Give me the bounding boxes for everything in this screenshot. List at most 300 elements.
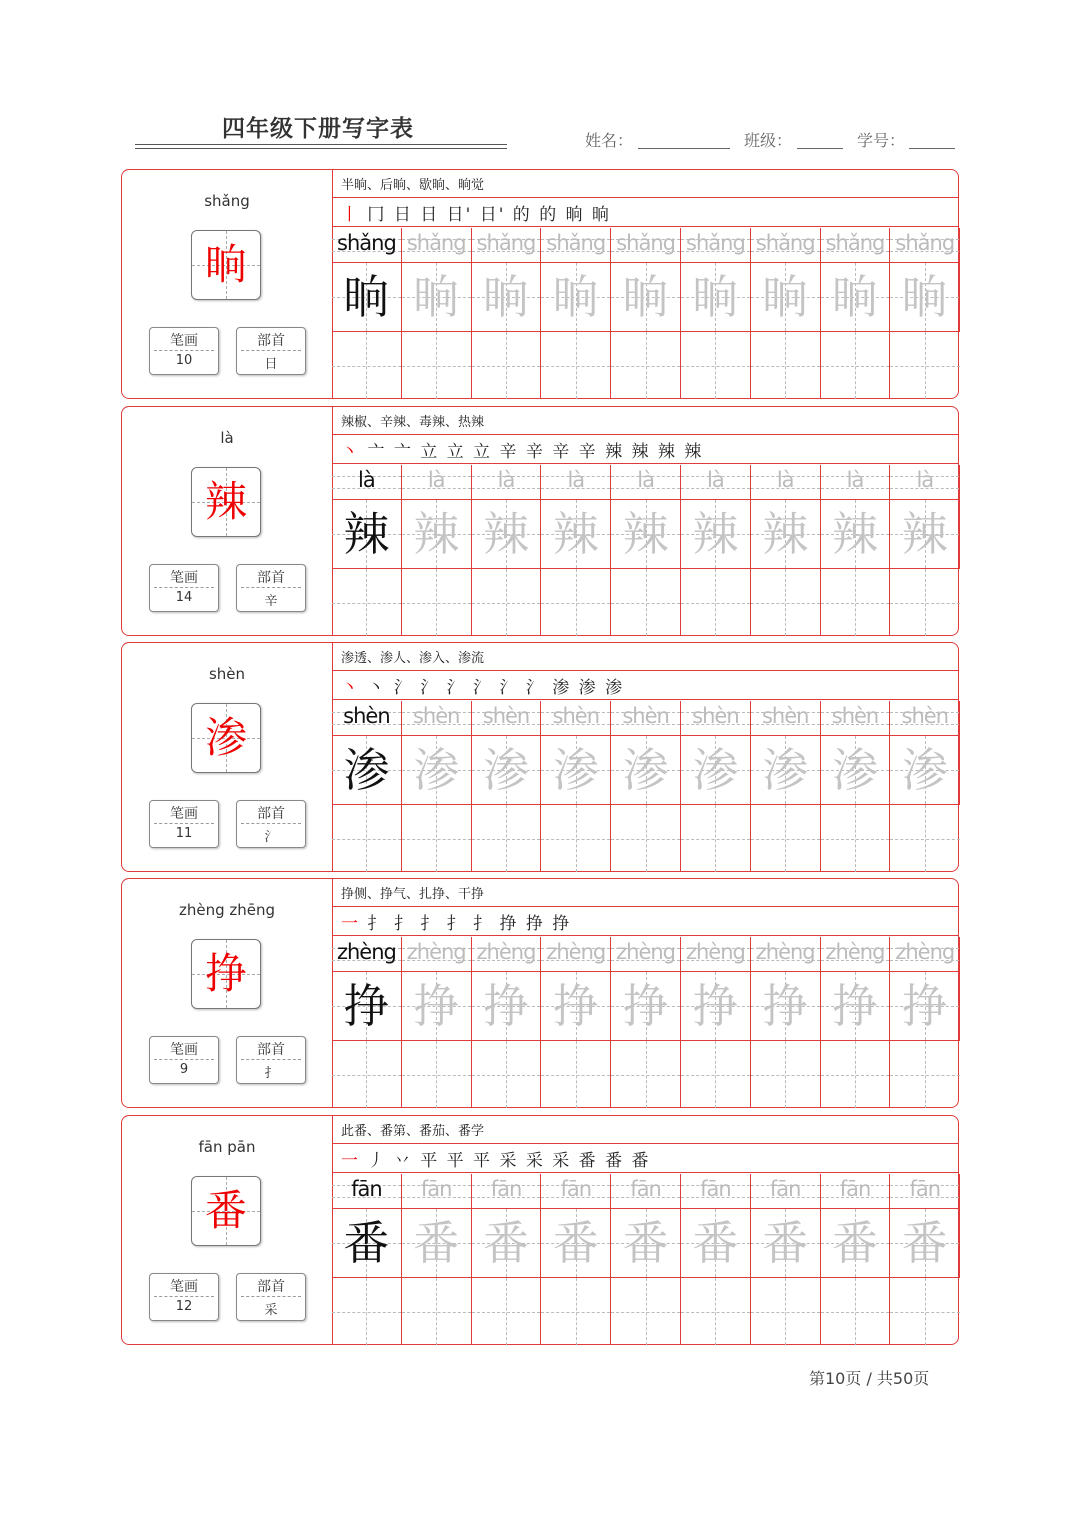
blank-practice-cell[interactable] xyxy=(472,1277,542,1345)
radical-value: 氵 xyxy=(264,830,278,845)
character-pinyin: fān pān xyxy=(198,1138,256,1156)
blank-practice-cell[interactable] xyxy=(332,1040,402,1108)
practice-pinyin: shǎng xyxy=(895,231,955,255)
practice-pinyin: zhèng xyxy=(755,940,815,964)
blank-practice-cell[interactable] xyxy=(472,331,542,399)
practice-character: 辣 xyxy=(901,507,948,561)
pinyin-practice-cell[interactable] xyxy=(821,937,891,971)
practice-character: 渗 xyxy=(622,743,669,797)
character-practice-cell[interactable] xyxy=(611,1208,681,1277)
stroke-order: 丨 冂 日 日 日' 日' 的 的 晌 晌 xyxy=(341,205,611,225)
stroke-count-label: 笔画 xyxy=(170,570,198,586)
pinyin-practice-cell[interactable] xyxy=(821,228,891,262)
practice-pinyin: shǎng xyxy=(686,231,745,255)
practice-character: 晌 xyxy=(552,270,599,324)
main-character: 挣 xyxy=(204,949,247,998)
character-pinyin: shèn xyxy=(208,665,246,683)
character-practice-cell[interactable] xyxy=(890,499,960,568)
name-field[interactable] xyxy=(638,148,730,149)
character-box xyxy=(191,467,261,537)
practice-pinyin: zhèng xyxy=(825,940,885,964)
blank-practice-cell[interactable] xyxy=(751,331,821,399)
practice-character: 辣 xyxy=(831,507,878,561)
stroke-count-value: 12 xyxy=(175,1299,193,1314)
blank-practice-cell[interactable] xyxy=(890,804,960,872)
character-practice-cell[interactable] xyxy=(332,499,402,568)
practice-grid xyxy=(332,937,960,1107)
practice-character: 晌 xyxy=(831,270,878,324)
practice-character: 番 xyxy=(343,1216,390,1270)
character-practice-cell[interactable] xyxy=(681,971,751,1040)
stroke-count-label: 笔画 xyxy=(170,1279,198,1295)
practice-pinyin: zhèng xyxy=(685,940,745,964)
divider xyxy=(332,226,958,227)
stroke-count-label: 笔画 xyxy=(170,806,198,822)
blank-practice-cell[interactable] xyxy=(472,1040,542,1108)
character-practice-cell[interactable] xyxy=(681,1208,751,1277)
practice-pinyin: là xyxy=(497,468,515,492)
blank-practice-cell[interactable] xyxy=(402,331,472,399)
practice-pinyin: zhèng xyxy=(895,940,955,964)
practice-character: 渗 xyxy=(343,743,390,797)
practice-pinyin: zhèng xyxy=(546,940,606,964)
pinyin-practice-cell[interactable] xyxy=(681,1174,751,1208)
pinyin-practice-cell[interactable] xyxy=(751,1174,821,1208)
blank-practice-cell[interactable] xyxy=(472,568,542,636)
pinyin-practice-cell[interactable] xyxy=(890,465,960,499)
radical-label: 部首 xyxy=(257,333,285,349)
character-practice-cell[interactable] xyxy=(472,499,542,568)
pinyin-practice-cell[interactable] xyxy=(402,1174,472,1208)
pinyin-practice-cell[interactable] xyxy=(681,937,751,971)
character-info-panel xyxy=(122,170,333,398)
stroke-order: 丶 亠 亠 立 立 立 辛 辛 辛 辛 辣 辣 辣 辣 xyxy=(341,442,704,462)
practice-pinyin: shèn xyxy=(412,704,460,728)
practice-character: 晌 xyxy=(901,270,948,324)
pinyin-practice-cell[interactable] xyxy=(611,937,681,971)
practice-character: 番 xyxy=(413,1216,460,1270)
pinyin-practice-cell[interactable] xyxy=(611,701,681,735)
character-practice-cell[interactable] xyxy=(472,971,542,1040)
practice-grid xyxy=(332,465,960,635)
blank-practice-cell[interactable] xyxy=(541,568,611,636)
practice-character: 辣 xyxy=(762,507,809,561)
pinyin-practice-cell[interactable] xyxy=(402,228,472,262)
character-practice-cell[interactable] xyxy=(681,499,751,568)
practice-pinyin: shǎng xyxy=(616,231,675,255)
example-words: 半晌、后晌、歇晌、晌觉 xyxy=(341,178,485,193)
divider xyxy=(332,1143,958,1144)
blank-practice-cell[interactable] xyxy=(751,1277,821,1345)
page-header xyxy=(0,0,1080,170)
main-character: 辣 xyxy=(204,477,247,526)
divider xyxy=(332,699,958,700)
practice-character: 番 xyxy=(901,1216,948,1270)
stroke-count-box xyxy=(149,1273,219,1321)
practice-character: 挣 xyxy=(343,979,390,1033)
blank-practice-cell[interactable] xyxy=(332,1277,402,1345)
pinyin-practice-cell[interactable] xyxy=(332,465,402,499)
character-practice-cell[interactable] xyxy=(821,971,891,1040)
practice-character: 挣 xyxy=(692,979,739,1033)
id-field[interactable] xyxy=(909,148,955,149)
practice-character: 晌 xyxy=(413,270,460,324)
radical-box xyxy=(236,564,306,612)
radical-value: 扌 xyxy=(264,1066,278,1081)
blank-practice-cell[interactable] xyxy=(821,568,891,636)
practice-grid xyxy=(332,228,960,398)
pinyin-practice-cell[interactable] xyxy=(681,465,751,499)
character-practice-cell[interactable] xyxy=(541,262,611,331)
practice-pinyin: shǎng xyxy=(825,231,885,255)
stroke-count-value: 9 xyxy=(179,1062,189,1077)
blank-practice-cell[interactable] xyxy=(751,568,821,636)
practice-pinyin: fān xyxy=(420,1177,452,1201)
practice-character: 挣 xyxy=(622,979,669,1033)
character-practice-cell[interactable] xyxy=(681,262,751,331)
pinyin-practice-cell[interactable] xyxy=(541,465,611,499)
character-info-panel xyxy=(122,407,333,635)
pinyin-practice-cell[interactable] xyxy=(611,465,681,499)
practice-pinyin: là xyxy=(916,468,934,492)
pinyin-practice-cell[interactable] xyxy=(821,465,891,499)
practice-grid xyxy=(332,1174,960,1344)
pinyin-practice-cell[interactable] xyxy=(611,228,681,262)
pinyin-practice-cell[interactable] xyxy=(472,937,542,971)
character-practice-cell[interactable] xyxy=(611,735,681,804)
practice-character: 辣 xyxy=(343,507,390,561)
radical-box xyxy=(236,327,306,375)
blank-practice-cell[interactable] xyxy=(541,1277,611,1345)
pinyin-practice-cell[interactable] xyxy=(541,937,611,971)
practice-pinyin: là xyxy=(427,468,445,492)
practice-pinyin: là xyxy=(358,468,375,492)
pinyin-practice-cell[interactable] xyxy=(681,228,751,262)
divider xyxy=(332,935,958,936)
practice-character: 挣 xyxy=(552,979,599,1033)
character-practice-cell[interactable] xyxy=(751,262,821,331)
character-practice-cell[interactable] xyxy=(890,735,960,804)
title-underline-2 xyxy=(135,148,507,149)
stroke-count-label: 笔画 xyxy=(170,333,198,349)
character-practice-cell[interactable] xyxy=(611,971,681,1040)
character-practice-cell[interactable] xyxy=(541,735,611,804)
character-practice-cell[interactable] xyxy=(402,262,472,331)
practice-character: 挣 xyxy=(901,979,948,1033)
blank-practice-cell[interactable] xyxy=(681,1277,751,1345)
character-practice-cell[interactable] xyxy=(611,262,681,331)
character-practice-cell[interactable] xyxy=(890,262,960,331)
practice-character: 番 xyxy=(831,1216,878,1270)
character-practice-cell[interactable] xyxy=(332,262,402,331)
stroke-order: 一 丿 丷 平 平 平 采 采 采 番 番 番 xyxy=(341,1151,651,1171)
character-practice-cell[interactable] xyxy=(402,499,472,568)
blank-practice-cell[interactable] xyxy=(541,331,611,399)
example-words: 此番、番第、番茄、番学 xyxy=(341,1124,485,1139)
practice-character: 辣 xyxy=(692,507,739,561)
page-title: 四年级下册写字表 xyxy=(222,116,414,142)
pinyin-practice-cell[interactable] xyxy=(751,465,821,499)
example-words: 渗透、渗人、渗入、渗流 xyxy=(341,651,485,666)
character-practice-cell[interactable] xyxy=(751,499,821,568)
pinyin-practice-cell[interactable] xyxy=(541,1174,611,1208)
blank-practice-cell[interactable] xyxy=(332,804,402,872)
pinyin-practice-cell[interactable] xyxy=(472,228,542,262)
page-number: 第10页 / 共50页 xyxy=(809,1369,930,1388)
blank-practice-cell[interactable] xyxy=(611,331,681,399)
blank-practice-cell[interactable] xyxy=(890,568,960,636)
practice-pinyin: fān xyxy=(351,1177,382,1201)
character-practice-cell[interactable] xyxy=(821,735,891,804)
character-card xyxy=(121,878,959,1108)
divider xyxy=(332,197,958,198)
example-words: 挣侧、挣气、扎挣、干挣 xyxy=(341,887,485,902)
character-practice-cell[interactable] xyxy=(332,735,402,804)
practice-pinyin: zhèng xyxy=(336,940,396,964)
main-character: 番 xyxy=(204,1186,247,1235)
pinyin-practice-cell[interactable] xyxy=(821,701,891,735)
character-practice-cell[interactable] xyxy=(890,971,960,1040)
character-practice-cell[interactable] xyxy=(332,971,402,1040)
blank-practice-cell[interactable] xyxy=(751,804,821,872)
practice-pinyin: shèn xyxy=(343,704,390,728)
practice-pinyin: shèn xyxy=(552,704,600,728)
practice-character: 渗 xyxy=(552,743,599,797)
main-character: 晌 xyxy=(204,240,247,289)
pinyin-practice-cell[interactable] xyxy=(681,701,751,735)
id-label: 学号： xyxy=(857,131,906,150)
character-practice-cell[interactable] xyxy=(751,735,821,804)
character-card xyxy=(121,1115,959,1345)
radical-value: 日 xyxy=(264,357,278,372)
character-practice-cell[interactable] xyxy=(472,735,542,804)
practice-character: 晌 xyxy=(343,270,390,324)
blank-practice-cell[interactable] xyxy=(541,804,611,872)
blank-practice-cell[interactable] xyxy=(890,331,960,399)
divider xyxy=(332,463,958,464)
pinyin-practice-cell[interactable] xyxy=(332,701,402,735)
practice-pinyin: là xyxy=(707,468,724,492)
radical-box xyxy=(236,800,306,848)
pinyin-practice-cell[interactable] xyxy=(472,1174,542,1208)
radical-box xyxy=(236,1273,306,1321)
character-practice-cell[interactable] xyxy=(681,735,751,804)
practice-pinyin: fān xyxy=(560,1177,592,1201)
pinyin-practice-cell[interactable] xyxy=(332,937,402,971)
character-card xyxy=(121,406,959,636)
practice-character: 渗 xyxy=(831,743,878,797)
character-pinyin: shǎng xyxy=(204,192,250,210)
practice-character: 挣 xyxy=(762,979,809,1033)
practice-pinyin: zhèng xyxy=(616,940,676,964)
radical-label: 部首 xyxy=(257,806,285,822)
blank-practice-cell[interactable] xyxy=(821,804,891,872)
name-label: 姓名： xyxy=(585,131,634,150)
practice-character: 番 xyxy=(762,1216,809,1270)
blank-practice-cell[interactable] xyxy=(472,804,542,872)
practice-character: 挣 xyxy=(831,979,878,1033)
blank-practice-cell[interactable] xyxy=(332,568,402,636)
practice-pinyin: shǎng xyxy=(337,231,396,255)
divider xyxy=(332,434,958,435)
practice-character: 晌 xyxy=(622,270,669,324)
practice-character: 辣 xyxy=(482,507,529,561)
practice-character: 渗 xyxy=(413,743,460,797)
character-practice-cell[interactable] xyxy=(541,971,611,1040)
pinyin-practice-cell[interactable] xyxy=(751,701,821,735)
blank-practice-cell[interactable] xyxy=(402,1040,472,1108)
pinyin-practice-cell[interactable] xyxy=(332,228,402,262)
radical-box xyxy=(236,1036,306,1084)
practice-pinyin: fān xyxy=(909,1177,941,1201)
character-practice-cell[interactable] xyxy=(541,499,611,568)
stroke-count-box xyxy=(149,564,219,612)
blank-practice-cell[interactable] xyxy=(751,1040,821,1108)
practice-pinyin: fān xyxy=(490,1177,522,1201)
character-box xyxy=(191,939,261,1009)
character-practice-cell[interactable] xyxy=(541,1208,611,1277)
main-character: 渗 xyxy=(204,713,247,762)
pinyin-practice-cell[interactable] xyxy=(402,937,472,971)
character-box xyxy=(191,703,261,773)
pinyin-practice-cell[interactable] xyxy=(541,228,611,262)
practice-pinyin: là xyxy=(637,468,654,492)
character-practice-cell[interactable] xyxy=(890,1208,960,1277)
pinyin-practice-cell[interactable] xyxy=(541,701,611,735)
practice-pinyin: shǎng xyxy=(476,231,536,255)
blank-practice-cell[interactable] xyxy=(332,331,402,399)
character-practice-cell[interactable] xyxy=(821,262,891,331)
character-practice-cell[interactable] xyxy=(402,971,472,1040)
character-card xyxy=(121,642,959,872)
pinyin-practice-cell[interactable] xyxy=(890,228,960,262)
blank-practice-cell[interactable] xyxy=(611,1277,681,1345)
stroke-count-label: 笔画 xyxy=(170,1042,198,1058)
pinyin-practice-cell[interactable] xyxy=(890,1174,960,1208)
blank-practice-cell[interactable] xyxy=(681,568,751,636)
divider xyxy=(332,1172,958,1173)
stroke-count-box xyxy=(149,800,219,848)
radical-label: 部首 xyxy=(257,1279,285,1295)
blank-practice-cell[interactable] xyxy=(681,331,751,399)
radical-label: 部首 xyxy=(257,1042,285,1058)
pinyin-practice-cell[interactable] xyxy=(751,228,821,262)
blank-practice-cell[interactable] xyxy=(541,1040,611,1108)
blank-practice-cell[interactable] xyxy=(611,1040,681,1108)
blank-practice-cell[interactable] xyxy=(821,1040,891,1108)
practice-character: 挣 xyxy=(482,979,529,1033)
blank-practice-cell[interactable] xyxy=(890,1040,960,1108)
practice-character: 晌 xyxy=(482,270,529,324)
character-practice-cell[interactable] xyxy=(402,1208,472,1277)
pinyin-practice-cell[interactable] xyxy=(332,1174,402,1208)
blank-practice-cell[interactable] xyxy=(402,1277,472,1345)
character-practice-cell[interactable] xyxy=(472,1208,542,1277)
pinyin-practice-cell[interactable] xyxy=(472,465,542,499)
character-practice-cell[interactable] xyxy=(402,735,472,804)
practice-character: 番 xyxy=(552,1216,599,1270)
blank-practice-cell[interactable] xyxy=(821,1277,891,1345)
character-box xyxy=(191,1176,261,1246)
practice-pinyin: là xyxy=(846,468,864,492)
practice-pinyin: là xyxy=(776,468,794,492)
practice-character: 番 xyxy=(692,1216,739,1270)
blank-practice-cell[interactable] xyxy=(821,331,891,399)
practice-pinyin: fān xyxy=(700,1177,731,1201)
practice-character: 番 xyxy=(482,1216,529,1270)
blank-practice-cell[interactable] xyxy=(611,568,681,636)
blank-practice-cell[interactable] xyxy=(402,568,472,636)
radical-label: 部首 xyxy=(257,570,285,586)
practice-character: 渗 xyxy=(901,743,948,797)
pinyin-practice-cell[interactable] xyxy=(611,1174,681,1208)
practice-character: 晌 xyxy=(762,270,809,324)
divider xyxy=(332,670,958,671)
practice-pinyin: fān xyxy=(630,1177,661,1201)
stroke-count-value: 11 xyxy=(175,826,193,841)
character-practice-cell[interactable] xyxy=(472,262,542,331)
character-practice-cell[interactable] xyxy=(821,1208,891,1277)
pinyin-practice-cell[interactable] xyxy=(472,701,542,735)
blank-practice-cell[interactable] xyxy=(681,804,751,872)
practice-character: 挣 xyxy=(413,979,460,1033)
blank-practice-cell[interactable] xyxy=(402,804,472,872)
practice-pinyin: shǎng xyxy=(546,231,606,255)
stroke-order: 丶 丶 氵 氵 氵 氵 氵 氵 渗 渗 渗 xyxy=(341,678,625,698)
character-pinyin: zhèng zhēng xyxy=(178,901,276,919)
practice-character: 辣 xyxy=(552,507,599,561)
character-info-panel xyxy=(122,643,333,871)
pinyin-practice-cell[interactable] xyxy=(890,701,960,735)
character-info-panel xyxy=(122,1116,333,1344)
practice-pinyin: zhèng xyxy=(476,940,536,964)
blank-practice-cell[interactable] xyxy=(611,804,681,872)
practice-character: 辣 xyxy=(622,507,669,561)
stroke-count-box xyxy=(149,1036,219,1084)
practice-pinyin: shèn xyxy=(622,704,669,728)
radical-value: 辛 xyxy=(264,594,278,609)
example-words: 辣椒、辛辣、毒辣、热辣 xyxy=(341,415,485,430)
character-practice-cell[interactable] xyxy=(751,1208,821,1277)
blank-practice-cell[interactable] xyxy=(890,1277,960,1345)
practice-pinyin: shèn xyxy=(482,704,530,728)
practice-grid xyxy=(332,701,960,871)
character-pinyin: là xyxy=(220,429,234,447)
character-box xyxy=(191,230,261,300)
pinyin-practice-cell[interactable] xyxy=(890,937,960,971)
character-practice-cell[interactable] xyxy=(751,971,821,1040)
pinyin-practice-cell[interactable] xyxy=(821,1174,891,1208)
character-card xyxy=(121,169,959,399)
character-practice-cell[interactable] xyxy=(611,499,681,568)
stroke-count-box xyxy=(149,327,219,375)
pinyin-practice-cell[interactable] xyxy=(402,701,472,735)
pinyin-practice-cell[interactable] xyxy=(751,937,821,971)
practice-pinyin: fān xyxy=(839,1177,871,1201)
blank-practice-cell[interactable] xyxy=(681,1040,751,1108)
practice-character: 辣 xyxy=(413,507,460,561)
practice-pinyin: shǎng xyxy=(406,231,466,255)
pinyin-practice-cell[interactable] xyxy=(402,465,472,499)
practice-character: 番 xyxy=(622,1216,669,1270)
character-practice-cell[interactable] xyxy=(821,499,891,568)
practice-pinyin: là xyxy=(567,468,585,492)
practice-character: 渗 xyxy=(482,743,529,797)
character-practice-cell[interactable] xyxy=(332,1208,402,1277)
class-field[interactable] xyxy=(797,148,843,149)
stroke-order: 一 扌 扌 扌 扌 扌 挣 挣 挣 xyxy=(341,914,572,934)
practice-character: 渗 xyxy=(692,743,739,797)
